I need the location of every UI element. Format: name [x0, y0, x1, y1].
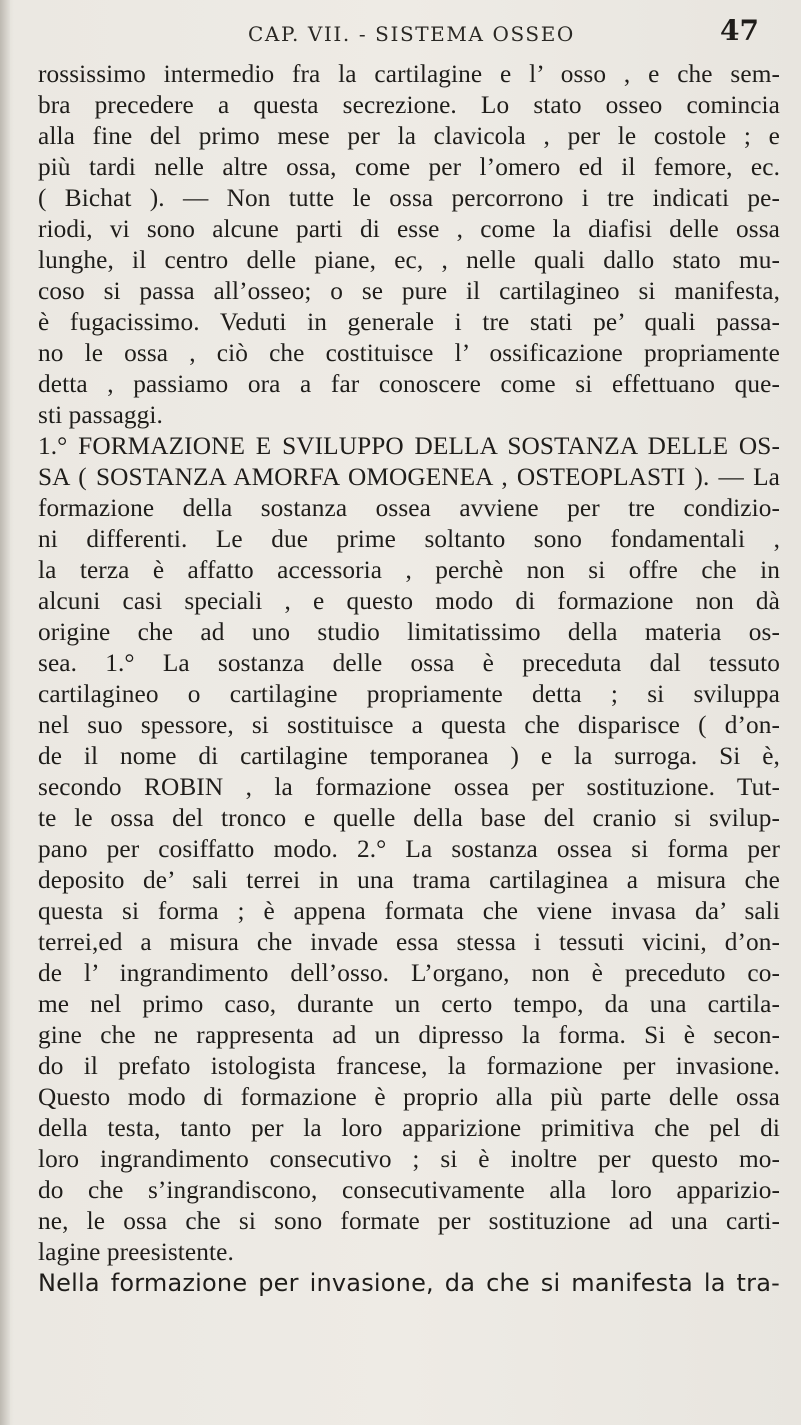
text-line: do che s’ingrandiscono, consecutivamente alla loro apparizio-: [38, 1176, 780, 1204]
text-line: ne, le ossa che si sono formate per sostituzione ad una carti-: [38, 1207, 780, 1235]
text-line: cartilagineo o cartilagine propriamente detta ; si sviluppa: [38, 680, 780, 708]
text-line: nel suo spessore, si sostituisce a questa che disparisce ( d’on-: [38, 711, 780, 739]
text-line: alla fine del primo mese per la clavicola , per le costole ; e: [38, 122, 780, 150]
text-line: ( Bichat ). — Non tutte le ossa percorrono i tre indicati pe-: [38, 184, 780, 212]
text-line: più tardi nelle altre ossa, come per l’omero ed il femore, ec.: [38, 153, 780, 181]
text-line: lunghe, il centro delle piane, ec, , nelle quali dallo stato mu-: [38, 246, 780, 274]
text-line: terrei,ed a misura che invade essa stessa i tessuti vicini, d’on-: [38, 928, 780, 956]
text-line: della testa, tanto per la loro apparizione primitiva che pel di: [38, 1114, 780, 1142]
text-line: te le ossa del tronco e quelle della base del cranio si svilup-: [38, 804, 780, 832]
text-line: ni differenti. Le due prime soltanto sono fondamentali ,: [38, 525, 780, 553]
section-heading-line: SA ( SOSTANZA AMORFA OMOGENEA , OSTEOPLASTI ). — La: [38, 463, 780, 491]
text-line: è fugacissimo. Veduti in generale i tre stati pe’ quali passa-: [38, 308, 780, 336]
text-line: de il nome di cartilagine temporanea ) e la surroga. Si è,: [38, 742, 780, 770]
text-line: gine che ne rappresenta ad un dipresso la forma. Si è secon-: [38, 1021, 780, 1049]
text-line: rossissimo intermedio fra la cartilagine e l’ osso , e che sem-: [38, 60, 780, 88]
text-line: Questo modo di formazione è proprio alla più parte delle ossa: [38, 1083, 780, 1111]
text-line: alcuni casi speciali , e questo modo di formazione non dà: [38, 587, 780, 615]
running-head: CAP. VII. - SISTEMA OSSEO: [248, 22, 575, 46]
text-line: pano per cosiffatto modo. 2.° La sostanza ossea si forma per: [38, 835, 780, 863]
text-line: sea. 1.° La sostanza delle ossa è preceduta dal tessuto: [38, 649, 780, 677]
text-line: do il prefato istologista francese, la formazione per invasione.: [38, 1052, 780, 1080]
page-number: 47: [720, 14, 759, 47]
text-line: Nella formazione per invasione, da che si manifesta la tra-: [38, 1269, 780, 1297]
text-line: loro ingrandimento consecutivo ; si è inoltre per questo mo-: [38, 1145, 780, 1173]
text-line: me nel primo caso, durante un certo tempo, da una cartila-: [38, 990, 780, 1018]
text-line: sti passaggi.: [38, 401, 163, 429]
text-line: coso si passa all’osseo; o se pure il cartilagineo si manifesta,: [38, 277, 780, 305]
text-line: de l’ ingrandimento dell’osso. L’organo, non è preceduto co-: [38, 959, 780, 987]
text-line: deposito de’ sali terrei in una trama cartilaginea a misura che: [38, 866, 780, 894]
text-line: bra precedere a questa secrezione. Lo stato osseo comincia: [38, 91, 780, 119]
text-line: questa si forma ; è appena formata che viene invasa da’ sali: [38, 897, 780, 925]
text-line: lagine preesistente.: [38, 1238, 234, 1266]
text-line: detta , passiamo ora a far conoscere come si effettuano que-: [38, 370, 780, 398]
text-line: formazione della sostanza ossea avviene per tre condizio-: [38, 494, 780, 522]
text-line: secondo ROBIN , la formazione ossea per sostituzione. Tut-: [38, 773, 780, 801]
section-heading-line: 1.° FORMAZIONE E SVILUPPO DELLA SOSTANZA DELLE OS-: [38, 432, 780, 460]
text-line: no le ossa , ciò che costituisce l’ ossificazione propriamente: [38, 339, 780, 367]
text-line: riodi, vi sono alcune parti di esse , come la diafisi delle ossa: [38, 215, 780, 243]
text-line: origine che ad uno studio limitatissimo della materia os-: [38, 618, 780, 646]
text-line: la terza è affatto accessoria , perchè non si offre che in: [38, 556, 780, 584]
